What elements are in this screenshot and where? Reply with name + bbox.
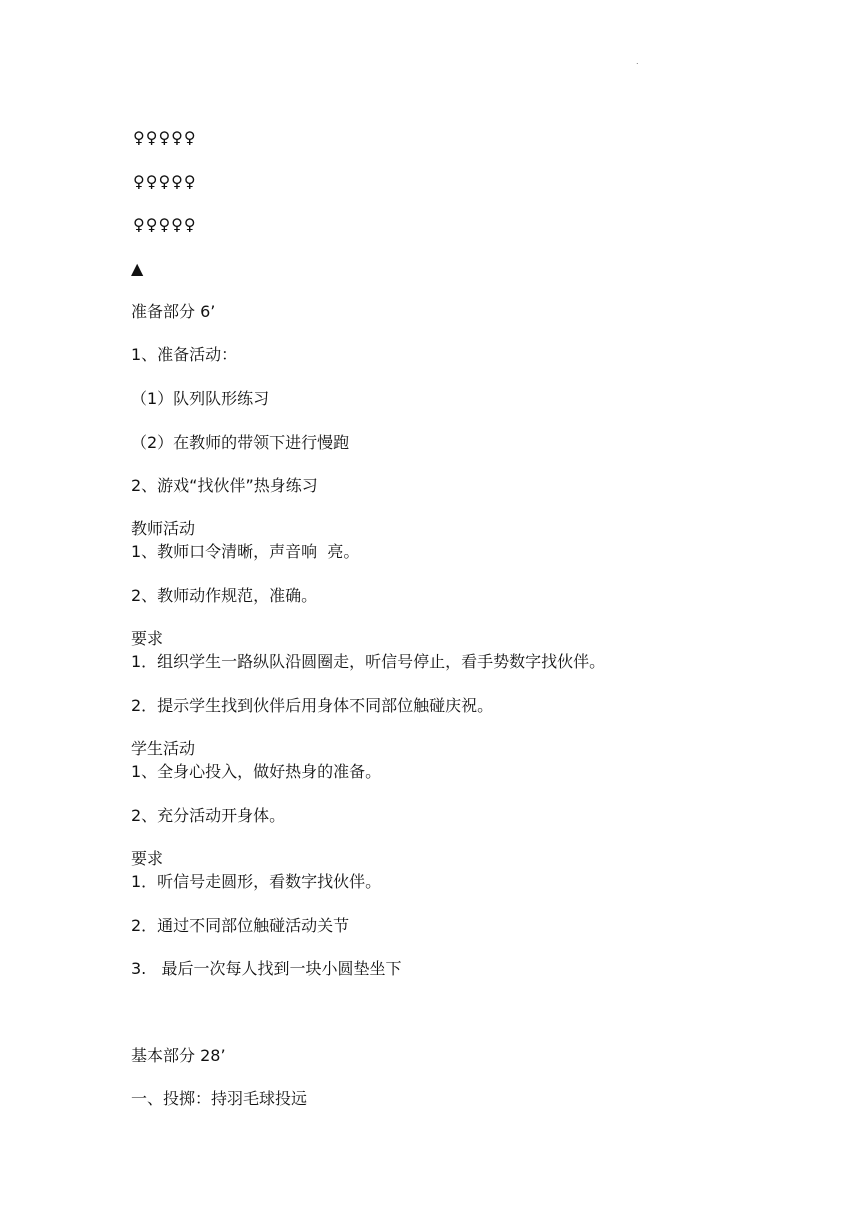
student-heading: 学生活动 (131, 739, 196, 758)
student-req-item-2: 2．通过不同部位触碰活动关节 (131, 916, 350, 935)
teacher-req-heading: 要求 (131, 629, 164, 648)
formation-row-1: ♀♀♀♀♀ (133, 128, 197, 147)
student-req-item-3: 3. 最后一次每人找到一块小圆垫坐下 (131, 959, 402, 978)
prep-sub-item-1: （1）队列队形练习 (131, 389, 270, 408)
prep-heading: 准备部分 6’ (131, 302, 216, 321)
teacher-item-1: 1、教师口令清晰，声音响 亮。 (131, 542, 360, 561)
student-req-heading: 要求 (131, 849, 164, 868)
prep-sub-item-2: （2）在教师的带领下进行慢跑 (131, 433, 350, 452)
teacher-req-item-1: 1．组织学生一路纵队沿圆圈走，听信号停止，看手势数字找伙伴。 (131, 652, 606, 671)
basic-heading: 基本部分 28’ (131, 1046, 226, 1065)
formation-row-3: ♀♀♀♀♀ (133, 215, 197, 234)
prep-game: 2、游戏“找伙伴”热身练习 (131, 476, 318, 495)
student-item-2: 2、充分活动开身体。 (131, 806, 286, 825)
student-req-item-1: 1．听信号走圆形，看数字找伙伴。 (131, 872, 382, 891)
teacher-req-item-2: 2．提示学生找到伙伴后用身体不同部位触碰庆祝。 (131, 696, 494, 715)
teacher-item-2: 2、教师动作规范，准确。 (131, 586, 318, 605)
corner-mark: . (636, 57, 639, 66)
teacher-marker: ▲ (131, 259, 144, 278)
student-item-1: 1、全身心投入，做好热身的准备。 (131, 762, 382, 781)
basic-item-1: 一、投掷：持羽毛球投远 (131, 1089, 308, 1108)
formation-row-2: ♀♀♀♀♀ (133, 172, 197, 191)
prep-activity-title: 1、准备活动： (131, 345, 238, 364)
teacher-heading: 教师活动 (131, 519, 196, 538)
